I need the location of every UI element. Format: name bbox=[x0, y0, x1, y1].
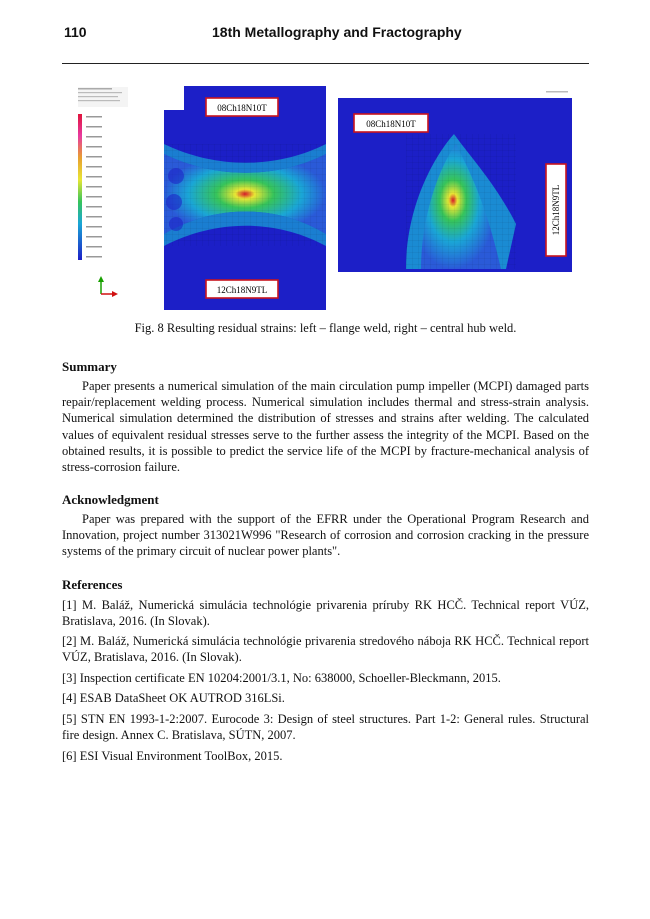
references-heading: References bbox=[62, 577, 123, 592]
reference-3: [3] Inspection certificate EN 10204:2001/3.1, No: 638000, Schoeller-Bleckmann, 2015. bbox=[62, 671, 501, 685]
reference-4: [4] ESAB DataSheet OK AUTROD 316LSi. bbox=[62, 691, 285, 705]
figure-caption: Fig. 8 Resulting residual strains: left – flange weld, right – central hub weld. bbox=[134, 321, 517, 335]
figure-image bbox=[76, 84, 576, 316]
header-rule bbox=[62, 63, 589, 64]
color-legend bbox=[78, 87, 128, 297]
figure-residual-strains bbox=[76, 84, 576, 316]
left-panel-flange-weld bbox=[164, 86, 326, 310]
left-top-label: 08Ch18N10T bbox=[217, 103, 267, 113]
right-panel-central-hub-weld bbox=[338, 90, 572, 272]
summary-heading: Summary bbox=[62, 359, 117, 374]
summary-paragraph: Paper presents a numerical simulation of the main circulation pump impeller (MCPI) damaged parts repair/replacement welding process. Numerical simulation includes thermal and stress-strain analysis. Numerical simulation determined the distribution of stresses and strains after welding. The calculated values of equivalent residual stresses serve to the further assess the integrity of the MCPI. Based on the obtained results, it is possible to predict the service life of the MCPI by fracture-mechanical analysis of stress-corrosion failure. bbox=[62, 379, 589, 475]
reference-2: [2] M. Baláž, Numerická simulácia technológie privarenia stredového náboja RK HCČ. Technical report VÚZ, Bratislava, 2016. (In Slovak). bbox=[62, 634, 589, 665]
reference-1: [1] M. Baláž, Numerická simulácia technológie privarenia príruby RK HCČ. Technical report VÚZ, Bratislava, 2016. (In Slovak). bbox=[62, 598, 589, 629]
acknowledgment-paragraph: Paper was prepared with the support of the EFRR under the Operational Program Research and Innovation, project number 313021W996 "Research of corrosion and corrosion cracking in the pressure systems of the primary circuit of nuclear power plants". bbox=[62, 512, 589, 559]
reference-6: [6] ESI Visual Environment ToolBox, 2015. bbox=[62, 749, 283, 763]
right-side-label: 12Ch18N9TL bbox=[551, 184, 561, 236]
reference-5: [5] STN EN 1993-1-2:2007. Eurocode 3: Design of steel structures. Part 1-2: General rules. Structural fire design. Annex C. Bratislava, SÚTN, 2007. bbox=[62, 712, 589, 743]
page-number: 110 bbox=[64, 24, 87, 40]
acknowledgment-heading: Acknowledgment bbox=[62, 492, 159, 507]
running-header-title: 18th Metallography and Fractography bbox=[212, 24, 462, 40]
left-bottom-label: 12Ch18N9TL bbox=[216, 285, 268, 295]
right-top-label: 08Ch18N10T bbox=[366, 119, 416, 129]
